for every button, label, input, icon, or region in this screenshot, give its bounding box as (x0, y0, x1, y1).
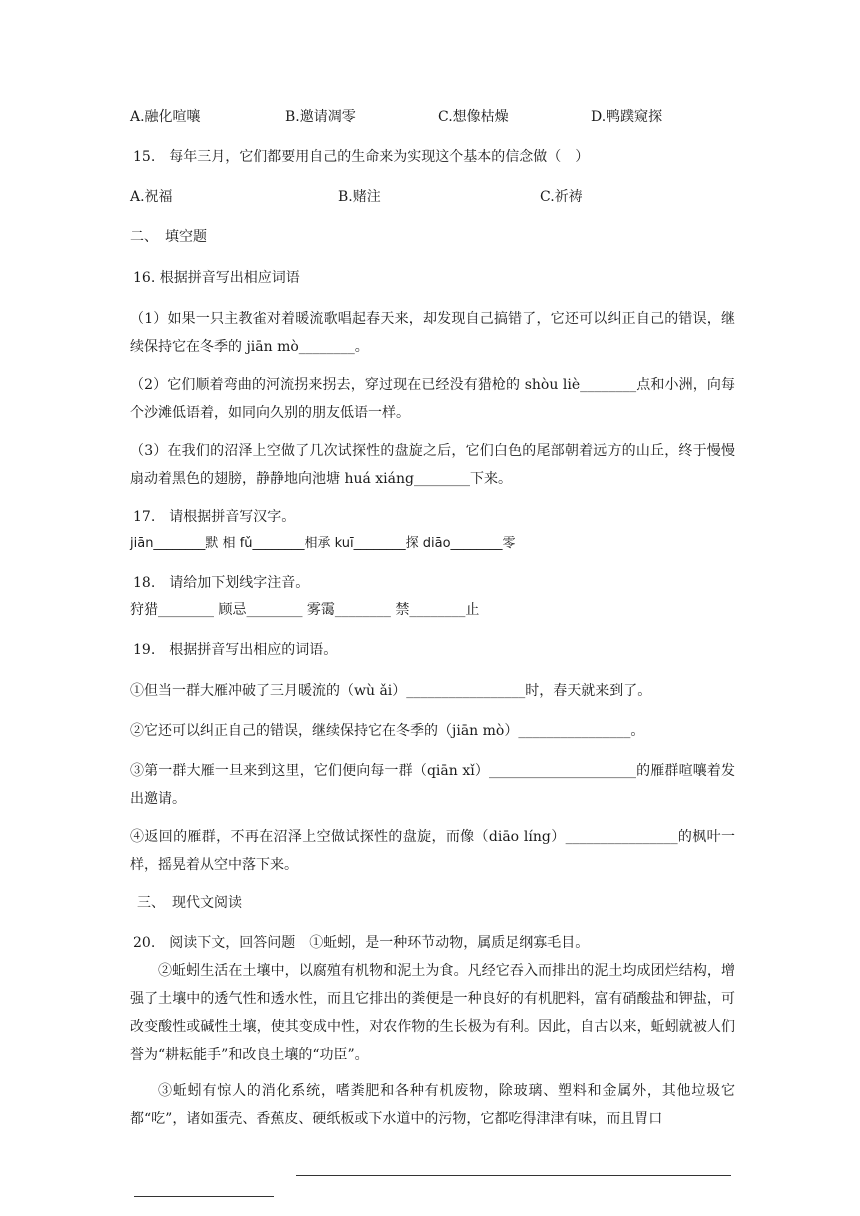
q14-option-b: B.邀请凋零 (285, 109, 356, 125)
q19-item3: ③第一群大雁一旦来到这里，它们便向每一群（qiān xǐ）_____________________的雁群喧嚷着发出邀请。 (130, 763, 735, 807)
q20-para2: ②蚯蚓生活在土壤中，以腐殖有机物和泥土为食。凡经它吞入而排出的泥土均成团烂结构，增强了土壤中的透气性和透水性，而且它排出的粪便是一种良好的有机肥料，富有硝酸盐和钾盐，可改变酸性或碱性土壤，使其变成中性，对农作物的生长极为有利。因此，自古以来，蚯蚓就被人们誉为“耕耘能手”和改良土壤的“功臣”。 (130, 963, 735, 1063)
q14-option-c: C.想像枯燥 (438, 109, 509, 125)
q19-item1: ①但当一群大雁冲破了三月暖流的（wù ǎi）_________________时，春天就来到了。 (130, 683, 652, 699)
q20-para1: 20. 阅读下文，回答问题 ①蚯蚓，是一种环节动物，属质足纲寡毛目。 (133, 935, 590, 951)
q19-item2: ②它还可以纠正自己的错误，继续保持它在冬季的（jiān mò）________________。 (130, 723, 645, 739)
q18-line: 狩猎________ 顾忌________ 雾霭________ 禁________止 (130, 602, 480, 618)
q16-part3: （3）在我们的沼泽上空做了几次试探性的盘旋之后，它们白色的尾部朝着远方的山丘，终于慢慢扇动着黑色的翅膀，静静地向池塘 huá xiáng________下来。 (130, 443, 735, 487)
q19-title: 19. 根据拼音写出相应的词语。 (133, 642, 338, 658)
q19-item4: ④返回的雁群，不再在沼泽上空做试探性的盘旋，而像（diāo líng）________________的枫叶一样，摇晃着从空中落下来。 (130, 829, 735, 873)
q18-title: 18. 请给加下划线字注音。 (133, 575, 310, 591)
q15-option-b: B.赌注 (338, 189, 381, 205)
q20-para3: ③蚯蚓有惊人的消化系统，嗜粪肥和各种有机废物，除玻璃、塑料和金属外，其他垃圾它都“吃”，诸如蛋壳、香蕉皮、硬纸板或下水道中的污物，它都吃得津津有味，而且胃口 (130, 1083, 735, 1127)
q15-option-a: A.祝福 (130, 189, 173, 205)
q16-part2: （2）它们顺着弯曲的河流拐来拐去，穿过现在已经没有猎枪的 shòu liè________点和小洲，向每个沙滩低语着，如同向久别的朋友低语一样。 (130, 377, 735, 421)
q14-option-d: D.鸭蹼窥探 (591, 109, 663, 125)
q17-line: jiān________默 相 fǔ________相承 kuī________探 diāo________零 (130, 536, 516, 551)
q17-title: 17. 请根据拼音写汉字。 (133, 509, 296, 525)
section-fill-in-blank: 二、 填空题 (130, 229, 207, 245)
q15-stem: 15. 每年三月，它们都要用自己的生命来为实现这个基本的信念做（ ） (133, 149, 590, 165)
q16-title: 16. 根据拼音写出相应词语 (133, 270, 300, 286)
q14-option-a: A.融化喧嚷 (130, 109, 201, 125)
q15-option-c: C.祈祷 (540, 189, 583, 205)
section-modern-reading: 三、 现代文阅读 (137, 895, 242, 911)
footer-rule-right (296, 1175, 731, 1176)
q16-part1: （1）如果一只主教雀对着暖流歌唱起春天来，却发现自己搞错了，它还可以纠正自己的错误，继续保持它在冬季的 jiān mò________。 (130, 311, 735, 355)
footer-rule-left (134, 1196, 274, 1197)
